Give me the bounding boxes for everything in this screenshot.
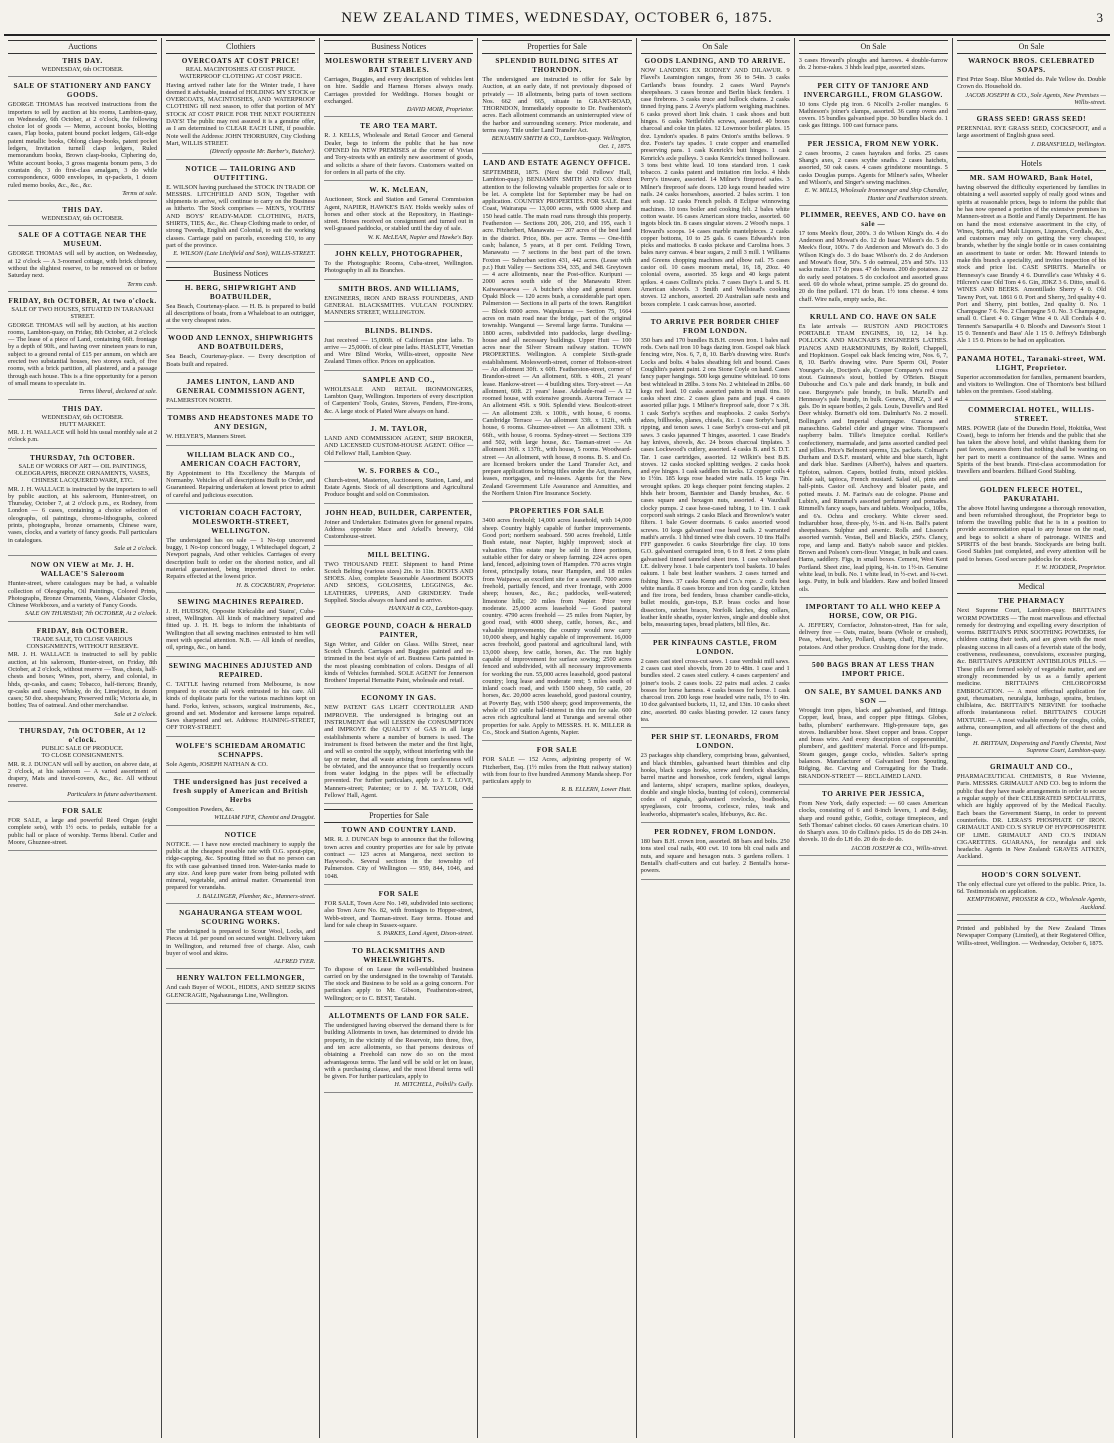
- advertisement: [799, 661, 948, 683]
- ad-subheading: WEDNESDAY, 6th OCTOBER.: [41, 413, 124, 421]
- ad-body: Next Supreme Court, Lambton-quay. BRITTAIN'S WORM POWDERS — The most marvellous and effectual remedy for destroying and expelling every description of worms. BRITTAIN'S PINK SOOTHING POWDERS, for children cutting their teeth, and are given with the most pleasing success in all cases of a feverish state of the body, costiveness, restlessness, convulsions, excessive purging, &c. BRITTAIN'S APERIENT ANTIBILIOUS PILLS. — These pills are formed solely of vegetable matter, and are strongly recommended by us as a family aperient medicine. BRITTAIN'S CHLOROFORM EMBROCATION. — A most effectual application for gout, rheumatism, neuralgia, lumbago, sprains, bruises, chilblains, &c. BRITTAIN'S NERVINE for toothache affords instantaneous relief. BRITTAIN'S COUGH MIXTURE. — A most valuable remedy for coughs, colds, asthma, consumption, and all affections of the chest and lungs.: [956, 607, 1106, 739]
- ad-heading: SEWING MACHINES REPAIRED.: [177, 597, 304, 606]
- ad-body: J. H. HUDSON, Opposite Kirkcaldie and Stains', Cuba-street, Wellington. All kinds of machinery repaired and fitted up. J. H. H. begs to inform the inhabitants of Wellington that all sewing machines entrusted to him will meet with special attention. N.B. — All kinds of needles, oil, springs, &c., on hand.: [166, 607, 316, 652]
- ad-body: NEW PATENT GAS LIGHT CONTROLLER AND IMPROVER. The undersigned is bringing out an INSTRUMENT that will LESSEN the CONSUMPTION and IMPROVE the QUALITY of GAS in all large establishments where a number of burners is used. The instrument is fixed between the meter and the first light, and will so control the supply, without interfering with the tap or meter, that all waste arising from carelessness will be obviated, and the annoyance that so frequently occurs from water lodging in the pipes will be effectually prevented. For further particulars, apply to J. T. LOVE, Manners-street; Patentee; or to J. M. TAYLOR, Odd Fellows' Hall, Agent.: [324, 704, 474, 799]
- ad-body: The undersigned having observed the demand there is for building Allotments in town, has determined to divide his property, in the vicinity of the Reservoir, into three, five, and ten acre allotments, so that persons desirous of obtaining a Freehold can now do so on the most advantageous terms. The land will be sold or let on lease, with a purchasing clause, and the most liberal terms will be given. For further particulars, apply to: [324, 1022, 474, 1081]
- ad-body: MR. J. H. WALLACE will hold his usual monthly sale at 2 o'clock p.m.: [8, 429, 158, 444]
- ad-body: And cash Buyer of WOOL, HIDES, AND SHEEP SKINS GLENCRAGIE, Ngahauranga Line, Wellington.: [166, 984, 316, 999]
- ad-heading: MOLESWORTH STREET LIVERY AND BAIT STABLES.: [325, 57, 473, 74]
- advertisement: [957, 763, 1106, 866]
- ad-body: GEORGE THOMAS will sell by auction, at his auction rooms, Lambton-quay, on Friday, 8th October, at 2 o'clock — The lease of a piece of Land, containing 66ft. frontage by a depth of 90ft., and having over nineteen years to run, subject to a ground rental of £15 per annum, on which are erected two substantial houses, two storeys each, of five rooms, with a brick partition, all plastered, and a passage through each house. This is a fine opportunity for a person of small means to speculate in.: [8, 321, 158, 387]
- advertisement: [799, 211, 948, 308]
- ad-body: A. JEFFERY, Cornfactor, Johnston-street, Has for sale, delivery free — Oats, maize, beans (Whole or crushed), Peas, wheat, barley, Pollard, sharps, chaff, Hay, straw, potatoes. And other produce. Crushing done for the trade.: [798, 621, 948, 651]
- ad-body: The undersigned is prepared to Scour Wool, Locks, and Pieces at 1d. per pound on secured weight. Delivery taken in Wellington, and returned free of charge. Also, cash buyer of wool and skins.: [166, 928, 316, 957]
- ad-body: Superior accommodation for families, permanent boarders, and visitors to Wellington. One of Thornton's best billiard tables on the premises. Good stabling.: [956, 373, 1106, 396]
- ad-body: The above Hotel having undergone a thorough renovation, and been refurnished throughout, the Proprietor begs to inform the travelling public that he is in a position to provide accommodation equal to any house on the road, and begs to solicit a share of patronage. WINES and SPIRITS of the best brands. Stockyards are being built. Good Stables just completed, and every attention will be paid to horses. Good secure paddocks for stock.: [956, 504, 1106, 563]
- section-heading: Business Notices: [324, 40, 473, 54]
- advertisement: [799, 688, 948, 785]
- ad-heading: GEORGE POUND, COACH & HERALD PAINTER,: [325, 621, 473, 639]
- ad-body: R. J. KELLS, Wholesale and Retail Grocer and General Dealer, begs to inform the public that he has now OPENED his NEW PREMISES at the corner of Vivian and Tory-streets with an entirely new assortment of goods, and solicits a share of their favors. Customers waited on for orders in all parts of the city.: [324, 132, 474, 176]
- ad-heading: THURSDAY, 7th OCTOBER, At 12 o'clock.: [19, 727, 146, 744]
- ad-body: Joiner and Undertaker. Estimates given for general repairs. Address opposite Mace and Arkell's brewery, Old Customhouse-street.: [324, 518, 474, 541]
- advertisement: [166, 451, 315, 504]
- advertisement: [957, 57, 1106, 110]
- ad-heading: FOR SALE: [62, 807, 103, 816]
- ad-heading: TO ARRIVE PER BORDER CHIEF FROM LONDON.: [650, 317, 780, 335]
- advertisement: [324, 376, 473, 420]
- advertisement: [324, 509, 473, 546]
- advertisement: [324, 622, 473, 690]
- advertisement: [324, 57, 473, 117]
- ad-signature: H. MITCHELL, Polhill's Gully.: [394, 1081, 474, 1089]
- ad-body: Sea Beach, Courtenay-place. — Every description of Boats built and repaired.: [166, 353, 316, 368]
- ad-heading: THIS DAY.: [62, 404, 103, 413]
- ad-heading: NGAHAURANGA STEAM WOOL SCOURING WORKS.: [179, 909, 303, 926]
- ad-heading: NOTICE: [224, 830, 257, 839]
- advertisement: [8, 297, 157, 400]
- ad-body: 2 cases cast steel cross-cut saws. 1 case verdiski mill saws. 2 cases cast steel shovels, from 20 to 48in. 1 case and 1 bundles steel. 2 cases steel cutlery. 4 cases carpenters' and joiner's tools. 2 cases tools. 22 pairs mail axles. 2 casks bosses for horse harness. 4 casks bosses for horse. 1 cask charcoal iron. 200 kegs rose headed wire nails, 1½ to 4in. 10 doz galvanised buckets, 11, 12, and 13in. 10 casks sheet zinc, assorted. 80 casks blasting powder. 12 cases fancy tea.: [640, 657, 790, 724]
- advertisement: [957, 597, 1106, 758]
- ad-body: The only effectual cure yet offered to the public. Price, 1s. 6d. Testimonials on application.: [956, 880, 1106, 896]
- ad-body: Just received — 15,000ft. of Californian pine laths. To arrive — 25,000ft. of clear pine laths. HASLETT, Venetian and Wire Blind Works, Willis-street, opposite New Zealand Times office. Prices on application.: [324, 336, 474, 366]
- advertisement: [8, 727, 157, 802]
- ad-subheading: SALE OF TWO HOUSES, SITUATED IN TARANAKI STREET.: [11, 305, 154, 321]
- ad-body: 17 tons Meek's flour, 200's. 3 do Wilson King's do. 4 do Anderson and Mowat's do. 12 do Isaac Wilson's do. 5 do Meek's flour, 100's. 7 do Anderson and Mowat's do. 3 do Wilson King's do. 3 do Isaac Wilson's do. 2 do Anderson and Mowat's flour, 50's. 5 do oatmeal, 25's and 50's. 113 sacks maize. 117 do peas. 47 do beans. 200 do potatoes. 22 do early seed potatoes. 5 do cocksfoot and assorted grass seed. 69 do whole wheat, prime sample. 25 do ground do. 20 do fine pollard. 171 do bran. 1½ tons cheese. 4 tons chaff. Wire nails, empty sacks, &c.: [798, 229, 948, 303]
- ad-signature: J. BALLINGER, Plumber, &c., Manners-street.: [196, 892, 316, 900]
- ad-body: NOW LANDING EX RODNEY AND DILAWUR. 9 Flavel's Leamington ranges, from 36 to 54in. 3 casks Cartland's brass foundry. 2 cases Ward Payne's sheepshears. 3 cases bronze and Berlin black fenders. 1 case firebrons. 3 casks truce and bullock chains. 2 casks tinned frying pans. 2 Avery's platform weighing machines. 6 casks proved short link chain. 1 cask shoes and butt hinges. 6 casks Nettlefold's screws, assorted. 40 boxes charcoal and coke tin plates. 12 Lowmoor boiler plates. 15 doz. Lyndon's spades. 8 pairs Onion's smiths bellows. 9 doz. Foster's tay spades. 1 crate copper and enamelled preserving pans. 1 cask Kenrick's butt hinges. 1 cask Kenrick's axle pulleys. 3 casks Kenrick's tinned holloware. 3 tons best white lead. 10 tons standard iron. 1 cask tobacco. 2 casks patent and imitation rim locks. 4 hhds Perry's tinware, assorted. 14 Milner's fireproof safes. 3 Milner's fireproof safe doors. 120 kegs round headed wire nails. 24 casks horseshoes, assorted. 2 bales scrim. 1 ton soft soap. 12 casks French polish. 8 Eclipse winnowing machines. 10 tons boiler and cooking felt. 2 bales white cotton waste. 16 cases American store tracks, assorted. 60 ingots block tin. 8 cases singular stoves. 2 Wood's rasps. 1 Howard's scoops. 14 cases marble mantelpieces. 2 casks copper bottoms, 10 to 25 gals. 6 cases Edwards's iron picks and mattocks. 8 casks pickaxe and Carolina hoes. 3 bales navy canvas. 4 bear sugars, 2 mill 3 mill. 1 Williams and Greens chopping machines and elbow rail. 75 cases castor oil. 10 cases mooram metal, 16, 18, 20oz. 40 colonial ovens, assorted. 35 kegs and 40 kegs patent spikes. 4 cases Collins's picks. 7 cases Day's L and S. H. American shovels. 3 Smith and Wellstead's cooking stoves. 12 anchors, assorted. 20 Australian safe nests and boxes complete. 1 cask canvas hose, assorted.: [640, 67, 790, 308]
- ad-body: W. HELYER'S, Manners Street.: [166, 433, 247, 441]
- column-4: [478, 38, 636, 1438]
- ad-heading: THE undersigned has just received a fresh supply of American and British Herbs: [173, 778, 309, 805]
- masthead-title: NEW ZEALAND TIMES, WEDNESDAY, OCTOBER 6, 1875.: [341, 10, 773, 26]
- advertisement: [324, 250, 473, 280]
- section-heading: Business Notices: [166, 267, 315, 281]
- advertisement: [641, 828, 790, 879]
- section-heading: Properties for Sale: [482, 40, 631, 54]
- ad-signature: H. B. COCKBURN, Proprietor.: [236, 581, 316, 589]
- section-heading: On Sale: [957, 40, 1106, 54]
- advertisement: [8, 627, 157, 722]
- masthead-rule: [4, 34, 1110, 36]
- advertisement: [957, 115, 1106, 152]
- ad-body: 23 packages ship chandlery, comprising brass, galvanised, and black thimbles, galvanised heart thimbles and clip hooks, black cargo hooks, screw and forelock shackles, barrel marine and horseshoe, cork fenders, signal lamps and lanterns, ships' scrapers, marline spikes, deadeyes, double and single blocks, bunting (of colors), commercial codes of signals, galvanised rowlocks, boathooks, spyeglasses, coir brooms, corlesce, rules, teak and leadworks, shipmaster's scales, lifebuoys, &c. &c.: [640, 752, 790, 818]
- ad-body: FOR SALE — 152 Acres, adjoining property of W. Fitzherbert, Esq. (1½ miles from the Hutt railway station) with from four to five hundred Ammony Manda sheep. For particulars apply to: [482, 756, 632, 786]
- ad-body: ENGINEERS, IRON AND BRASS FOUNDERS, AND GENERAL BLACKSMITHS. VULCAN FOUNDRY. MANNERS STREET, WELLINGTON.: [324, 294, 474, 317]
- ad-signature: E. W. MILLS, Wholesale Ironmonger and Ship Chandler, Hunter and Featherston streets.: [804, 187, 948, 202]
- ad-heading: GOODS LANDING, AND TO ARRIVE.: [644, 57, 786, 65]
- ad-subheading: TO CLOSE CONSIGNMENTS.: [41, 752, 124, 760]
- advertisement: [641, 57, 790, 313]
- ad-heading: SMITH BROS. AND WILLIAMS,: [338, 284, 460, 293]
- advertisement: [482, 507, 631, 741]
- ad-body: The undersigned are instructed to offer for Sale by Auction, at an early date, if not previously disposed of privately — 18 allotments, being parts of town sections Nos. 662 and 665, situate in GRANT-ROAD, THORNDON, Immediately opposite to Dr. Featherston's acres. Each allotment commands an uninterrupted view of the harbor and surrounding scenery. Price moderate, and terms easy. Title under Land Transfer Act.: [482, 76, 632, 135]
- ad-heading: MR. SAM HOWARD, Bank Hotel,: [969, 174, 1093, 183]
- ad-body: TWO THOUSAND FEET. Shipment to hand Prime Scotch Belting (various sizes) 2in. to 11in. BOOTS AND SHOES. Also, complete Seasonable Assortment BOOTS AND SHOES, GOLOSHES, LEGGINGS, &c. LEATHERS, UPPERS, AND GRINDERY. Trade Supplied. Stocks always on hand and to arrive.: [324, 560, 474, 605]
- advertisement: [324, 694, 473, 804]
- advertisement: [482, 746, 631, 797]
- ad-body: PALMERSTON NORTH.: [166, 397, 232, 405]
- advertisement: [324, 186, 473, 245]
- ad-body: Sign Writer, and Gilder on Glass. Willis Street, near Scotch Church. Carriages and Buggies painted and re-trimmed in the best style of art. Business Carts painted in the most pleasing combination of colors. Designs of all kinds of Vehicles furnished. SOLE AGENT for Jennerson Brothers' Imperial Hematite Paint, wholesale and retail.: [324, 640, 474, 685]
- ad-body: 3 cases Howard's ploughs and harrows. 4 double-furrow do. 2 horse-rakes. 3 hhds lead pipe, assorted sizes.: [798, 57, 948, 72]
- newspaper-columns: [4, 38, 1110, 1438]
- advertisement: [8, 454, 157, 557]
- advertisement: [8, 405, 157, 449]
- ad-body: Wrought iron pipes, black and galvanised, and fittings. Copper, lead, brass, and copper pipe fittings. Globes, baths, plumbers' earthenware. High-pressure taps, gas stoves. Indiarubber hose. Sheet copper and brass. Copper and brass wire. And every description of coppersmiths', plumbers', and gasfitters' material. Force and lift-pumps. Steam gauges, gauge cocks, whistles. Salter's spring balances. Manufacturer of Galvanised Iron Spouting, Ridging, &c. Carving and Corrugating for the Trade. BRANDON-STREET — RECLAIMED LAND.: [798, 707, 948, 780]
- ad-body: Hunter-street, where catalogues may be had, a valuable collection of Oleographs, Oil Paintings, Colored Prints, Photographs, Bronze Ornaments, Vases, Alabaster Clocks, Chinese Workboxes, and a variety of Fancy Goods.: [8, 580, 158, 610]
- ad-heading: VICTORIAN COACH FACTORY, MOLESWORTH-STREET, WELLINGTON.: [179, 508, 302, 535]
- ad-heading: JOHN KELLY, PHOTOGRAPHER,: [334, 250, 463, 259]
- ad-signature: SALE ON THURSDAY, 7th OCTOBER, At 2 o'clock.: [25, 610, 158, 618]
- ad-body: GEORGE THOMAS has received instructions from the importers to sell by auction at his rooms, Lambton-quay, on Wednesday, 6th October, at 2 o'clock, the following choice lot of goods — Memo, account books, blotting cases, Flap books, patent bound pocket ledgers, Gilt-edge patent metallic books, Oblong clasp-books, patent pocket ledgers, Invitation turnell clasp ledgers, Ruled memorandum books, Brown clasp-books, Ciphering do, White account books, 3 gross magenta bonum pens, 3 do countain do, 3 do first-class amalgam, 3 do while correspondence, 6000 envelopes, in qr-packets, 1 dozen ruled memo books, &c., &c., &c.: [8, 101, 158, 189]
- ad-subheading: SALE OF WORKS OF ART — OIL PAINTINGS, OLEOGRAPHS, BRONZE ORNAMENTS, VASES, CHINESE LACQUERED WARE, ETC.: [15, 462, 150, 485]
- advertisement: [799, 313, 948, 598]
- ad-body: C. TATTLE having returned from Melbourne, is now prepared to execute all work entrusted to his care. All kinds of duplicate parts for the various machines kept on hand. Forks, knives, scissors, surgical instruments, &c., ground and set. Moderator and kerosene lamps repaired. Saws sharpened and set. Address: HAINING-STREET, OFF TORY-STREET.: [166, 680, 316, 732]
- ad-heading: BLINDS. BLINDS.: [364, 326, 433, 335]
- ad-body: GEORGE THOMAS will sell by auction, on Wednesday, at 12 o'clock — A 3-roomed cottage, with brick chimney, without the slightest reserve, to be removed on or before Saturday next.: [8, 250, 158, 280]
- advertisement: [166, 909, 315, 969]
- ad-heading: HENRY WALTON FELLMONGER,: [176, 974, 305, 983]
- page-number: 3: [1096, 10, 1104, 25]
- advertisement: [324, 826, 473, 885]
- ad-subheading: PUBLIC SALE OF PRODUCE.: [41, 745, 124, 752]
- ad-heading: ECONOMY IN GAS.: [361, 694, 437, 703]
- column-1: [4, 38, 162, 1438]
- ad-body: Carriages, Buggies, and every description of vehicles lent on hire. Saddle and Harness Horses always ready. Carriages provided for Weddings. Horses bought or exchanged.: [324, 76, 474, 105]
- ad-body: PERENNIAL RYE GRASS SEED, COCKSFOOT, and a large assortment of English grass seed.: [956, 125, 1106, 140]
- ad-body: 2 cases brooms, 2 cases hayrakes and forks. 25 cases Shang's axes, 2 cases scythe snaths. 2 cases hatchets, assorted, 50 oak cases. 4 cases grindstone mountings. 5 casks Douglas pumps. Agents for Milner's safes, Wheeler and Wilson's, and Singer's sewing machines.: [798, 149, 948, 186]
- section-heading: Medical: [957, 580, 1106, 594]
- section-heading: Clothiers: [166, 40, 315, 54]
- advertisement: [166, 414, 315, 445]
- ad-signature: R. B. ELLERN, Lower Hutt.: [561, 786, 632, 794]
- advertisement: [957, 406, 1106, 481]
- ad-heading: 500 BAGS BRAN AT LESS THAN IMPORT PRICE.: [812, 661, 935, 678]
- ad-heading: PER SHIP ST. LEONARDS, FROM LONDON.: [651, 733, 780, 751]
- ad-heading: WARNOCK BROS. CELEBRATED SOAPS.: [968, 57, 1095, 74]
- ad-body: The undersigned has on sale — 1 No-top uncovered buggy, 1 No-top concord buggy, 1 Whitechapel dogcart, 2 Newport pagnals, And other vehicles. Carriages of every description built to order on the shortest notice, and all material guaranteed, being imported direct to order. Repairs effected at the lowest price.: [166, 536, 316, 581]
- column-2: [162, 38, 320, 1438]
- ad-subheading: WEDNESDAY, 6th OCTOBER.: [41, 66, 124, 73]
- ad-body: 10 tons Clyde pig iron. 6 Nicoll's 2-roller mangles. 6 Mathieson's joiner's clamps, assorted. 36 camp ovens and covers. 15 bundles galvanised pipe. 30 bundles black do. 1 cask gas fittings. 100 cast furnace pans.: [798, 100, 948, 130]
- ad-subheading: WATERPROOF CLOTHING AT COST PRICE.: [179, 73, 302, 81]
- ad-heading: PROPERTIES FOR SALE: [509, 507, 605, 516]
- divider: [957, 920, 1106, 921]
- ad-heading: TE ARO TEA MART.: [360, 122, 438, 131]
- advertisement: [166, 742, 315, 773]
- ad-body: By Appointment to His Excellency the Marquis of Normanby. Vehicles of all descriptions Built to Order, and Guaranteed. Repairing undertaken at lowest price to admit of careful and judicious execution.: [166, 469, 316, 499]
- advertisement: [799, 82, 948, 135]
- column-6: [795, 38, 953, 1438]
- advertisement: [166, 778, 315, 826]
- ad-heading: FOR SALE: [536, 746, 578, 755]
- ad-heading: NOTICE — TAILORING AND OUTFITTING.: [185, 164, 296, 182]
- advertisement: [166, 165, 315, 262]
- ad-body: Having arrived rather late for the Winter trade, I have deemed it advisable, instead of HOLDING MY STOCK or OVERCOATS, MACINTOSHES, AND WATERPROOF CLOTHING till next season, to offer that portion of MY STOCK AT COST PRICE FOR THE NEXT FOURTEEN DAYS! The public may rest assured it is a genuine offer, as I am determined to CLEAR EACH LINE, if possible. Note well the Address: JOHN THORBURN, City Clothing Mart, WILLIS STREET.: [166, 81, 316, 147]
- ad-heading: KRULL AND CO. HAVE ON SALE: [809, 312, 937, 321]
- advertisement: [799, 57, 948, 77]
- ad-heading: FRIDAY, 8th OCTOBER.: [36, 626, 129, 635]
- ad-body: Sole Agents, JOSEPH NATHAN & CO.: [166, 760, 268, 768]
- advertisement: [482, 57, 631, 154]
- ad-heading: GRASS SEED! GRASS SEED!: [976, 115, 1087, 124]
- advertisement: [957, 355, 1106, 401]
- advertisement: [166, 974, 315, 1004]
- advertisement: [324, 122, 473, 181]
- advertisement: [324, 551, 473, 617]
- ad-signature: E. WILSON (Late Litchfield and Son), WILLIS-STREET.: [173, 250, 316, 258]
- ad-heading: THIS DAY.: [62, 57, 103, 65]
- ad-heading: COMMERCIAL HOTEL, WILLIS-STREET.: [968, 405, 1095, 423]
- ad-signature: Terms liberal, declared at sale.: [78, 388, 158, 396]
- ad-heading: NOW ON VIEW at Mr. J. H. WALLACE'S Saleroom: [30, 561, 135, 579]
- column-5: [637, 38, 795, 1438]
- ad-heading: SALE OF STATIONERY AND FANCY GOODS.: [13, 82, 152, 100]
- ad-heading: SPLENDID BUILDING SITES AT THORNDON.: [495, 57, 619, 74]
- ad-heading: SALE OF A COTTAGE NEAR THE MUSEUM.: [18, 231, 147, 249]
- ad-body: E. WILSON having purchased the STOCK IN TRADE OF MESSRS. LITCHFIELD AND SON, Together with shipments to arrive, will continue to carry on the Business as hitherto. The Stock comprises — MEN'S, YOUTHS' AND BOYS' READY-MADE CLOTHING, HATS, SHIRTS, TIES, &c., &c. Cheap Clothing made to order, of strong Tweeds, English and Colonial, to suit the working classes. Carriage paid on parcels, exceeding £10, to any part of the province.: [166, 183, 316, 249]
- section-heading: Auctions: [8, 40, 157, 54]
- ad-heading: JAMES LINTON, LAND AND GENERAL COMMISSION AGENT,: [176, 378, 306, 396]
- section-heading: On Sale: [799, 40, 948, 54]
- ad-subheading: TRADE SALE, TO CLOSE VARIOUS CONSIGNMENTS, WITHOUT RESERVE.: [26, 635, 139, 651]
- advertisement: [324, 467, 473, 504]
- advertisement: [8, 561, 157, 621]
- ad-signature: KEMPTHORNE, PROSSER & CO., Wholesale Agents, Auckland.: [967, 896, 1106, 911]
- ad-body: MRS. POWER (late of the Dunedin Hotel, Hokitika, West Coast), begs to inform her friends and the public that she has taken the above hotel, and whilst thanking them for past favors, assures them that nothing shall be wanting on her part to merit a continuance of the same. Wines and Spirits of the best brands. First-class accommodation for travellers and boarders. Billiard Good Stabling.: [956, 424, 1106, 476]
- ad-body: 350 bars and 170 bundles B.B.H. crown iron. 1 bales nail rods. Cwts nail iron 10 bags dazing iron. Gospel oak black fencing wire, Nos. 6, 7, 8, 10. Barb's drawing wire. Rust's Locks and bolts. 4 bales sheathing felt and bound. Cases Coughlin's patent paint. 2 ons Stone Coyle on hand. Cases fancy paper hangings. 500 kegs genuine whitelead. 10 tons best whitelead in 28lbs. 3 tons No. 2 whitelead in 28lbs. 60 kegs red lead. 10 casks assorted paints in small tins. 10 casks sheet zinc. 2 cases glass pans and jugs. 4 cases assorted pillar jugs. 1 Milner's fireproof safe, door 7 x 3ft. 1 cask Sorby's scythes and reapbooks. 2 casks Sorby's adzes, billhooks, planes, chisels, &c. 1 case Sorby's hand, ripping, and tenon saws. 1 case Sorby's cross-cut and pit saws. 3 casks japanned T hinges, assorted. 1 case Brade's hay knives, shovels, &c. 24 boxes charcoal tinplates. 3 cases Lockwood's cutlery, assorted. 4 casks B. and S. D.T. Tar. 1 case cartridges, assorted. 12 Wilkin's best B.B. stoves. 12 casks stocked splitting wedges. 2 casks hook and eye hinges. 1 cask saddlers tin tacks. 12 copper coils 4 to 1½in. 185 kegs rose headed wire nails. 15 kegs 7in. wrought spikes. 20 kegs chequer point fencing staples. 2 hhds heir broom, Bannister and Dandy brushes, &c. 6 cases square and hexagon nuts, assorted. 4 Vauxhall clocky pumps. 2 case hose-cased tubing, 1 to 1in. 1 cask corpcord sash strings. 2 casks Black and Brownlow's water filters. 1 bale Gower doormats. 6 casks assorted wood screws. 10 kegs galvanised rose head nails. 2 warranted mathi's anvils. 1 hhd tinned wire dish covers. 10 tins Hall's FFF gunpowder. 6 casks Stourbridge fire clay. 10 tons G.O. galvanised corrugated iron, 6 to 8 feet. 2 tons plain galvanised tinned tanneled sheet iron. 1 case voltaneised I.E. delivery hose. 1 bale carpenter's tool baskets. 10 bales oakum. 1 bale best leather washers. 2 cases turned and fishing lines. 37 casks Kemp and Co.'s rope. 2 coils best white manila. 8 cases bronze and iron dog candle, kitchen and fire irons, bed fenders, brass chamber candle-sticks, bullet moulds, gun-tops, B.P. brass cocks and hose dissectors, ratchet braces, Norfolk latches, dog collars, leather knife sheaths, oyster knives, single and double shot belts, measuring tapes, bread platters, bill files, &c.: [640, 336, 790, 629]
- advertisement: [166, 831, 315, 904]
- ad-heading: TO BLACKSMITHS AND WHEELWRIGHTS.: [352, 946, 446, 964]
- ad-heading: OVERCOATS AT COST PRICE!: [181, 57, 300, 65]
- advertisement: [957, 486, 1106, 576]
- ad-signature: JACOB JOSEPH & CO., Willis-street.: [851, 844, 948, 852]
- advertisement: [641, 639, 790, 729]
- ad-body: 180 bars B.H. crown iron, assorted. 88 bars and bolts. 250 tons steel coal nails, 400 cwt. 10 tons blt coal nails and nuts, and square and hexagon nuts. 3 gardens rollers. 1 Bentall's chaff-cutters and cut barley. 2 Bentall's horse-powers.: [640, 838, 790, 875]
- ad-body: 3400 acres freehold; 14,000 acres leasehold, with 14,000 sheep. Country highly capable of further improvements. Good port; northern seaboard. 590 acres freehold, Little Bush estate, near Napier, highly improved; stock at valuation. This estate may be sold in three portions, suitable either for dairy or sheep farming. 224 acres open land, fenced, adjoining town of Hampden. 770 acres virgin forest, principally totara, near Hampden, and 18 miles from Waipawa; an excellent site for a sawmill. 7000 acres freehold, partially fenced, and river frontage, with 2000 sheep; houses, &c., &c.; paddocks, well-watered; limestone hills; 20 miles from Napier. Price very moderate. 25,000 acres leasehold — Good pastoral country. 4790 acres freehold — 25 miles from Napier, by good road, with 4000 sheep, cattle, horses, &c., and valuable improvements; the country would now carry 10,000 sheep, and highly capable of improvement. 16,000 acres freehold, good pastoral and agricultural land, with 13,000 sheep, few cattle, horses, &c. The run highly capable of improvement for surface sowing; 2500 acres fenced and subdivided, with all necessary improvements for working the run. 55,000 acres leasehold, good pastoral country; long lease and moderate rent; 5 miles south of inland coach road, and with 1500 sheep, 50 cattle, 20 horses, &c. 20,000 acres leasehold, good pastoral country, at Poverty Bay, with 1500 sheep; good improvements, the whole of 150 cattle half-interest in this run for sale. 600 acres rich agricultural land at Turanga and several other properties for sale. Apply to MESSRS. H. K. MILLER & Co., Stock and Station Agents, Napier.: [482, 517, 632, 736]
- ad-signature: Particulars in future advertisement.: [67, 790, 158, 798]
- ad-body: SEPTEMBER, 1875. (Next the Odd Fellows' Hall, Lambton-quay.) BENJAMIN SMITH AND CO. direct attention to the following valuable properties for sale or to be let. A complete list for September may be had on application. COUNTRY PROPERTIES. FOR SALE. East Coast, Wairarapa — 13,000 acres, with 6000 sheep and 150 head cattle. The main road runs through this property. Featherston — Sections 200, 206, 210, and 195, each 1 acre. Fitzherbert, Manawatu — 207 acres of the best land in the district. Price, 80s. per acre. Terms — One-fifth cash; balance, 5 years, at 8 per cent. Feilding Town, Manawatu — 7 sections in the best part of the town. Foxton — Suburban section 431, 442 acres. (Lease with p.r.) Hutt Valley — Sections 334, 335, and 348. Greytown — 4 acre allotments, near the Post-office. Kuripuni — 2000 acres south side of the Manawatu River. Kaiwaewaewa — A butcher's shop and general store. Opaki Block — 120 acres bush, a considerable part open. Palmerston — Sections in all parts of the town. Rangitikei — Block 6000 acres. Waipukurau — Section 75, 1664 acres on main road near the bridge, part of the original township. Wanganui — Several large farms. Turakina — 1800 acres, subdivided into paddocks, large dwelling-house and all necessary buildings. Upper Hutt — 100 acres near the Silver Stream railway station. TOWN PROPERTIES. Wellington. A complete Sixth-grade establishment. Molesworth-street, corner of Hobson-street — An allotment 30ft. x 60ft. Featherston-street, corner of Brandon-street — An allotment, 60ft. x 40ft., 21 years' lease. Hankow-street — 4 building sites. Tory-street — An allotment, 60ft. 21 years' lease. Adelaide-road — A 12 roomed house, with extensive grounds. Aurora Terrace — An allotment 45ft. x 90ft. Splendid view. Boulcott-street — An allotment 23ft. x 100ft., with house, 6 rooms. Cambridge Terrace — An allotment 33ft. x 112ft., with house, 6 rooms. Ghuznee-street — An allotment 33ft. x 66ft., with house, 6 rooms. Sydney-street — Sections 339 and 502, with large house, &c. Tasman-street — An allotment 36ft. x 137ft., with house, 5 rooms. Woodward-street — An allotment, with house, 8 rooms. B. S. and Co. are licensed brokers under the Land Transfer Act, and prepare applications to bring titles under the Act, transfers, leases, mortgages, and re-leases. Agents for the New Zealand Government Life Assurance and Annuities, and the Northern Union Fire Insurance Society.: [482, 168, 632, 498]
- ad-heading: W. K. McLEAN,: [369, 186, 429, 195]
- column-7: [953, 38, 1110, 1438]
- imprint-text: Printed and published by the New Zealand Times Newspaper Company (Limited), at their Registered Office, Willis-street, Wellington. — Wednesday, October 6, 1875.: [956, 924, 1106, 947]
- advertisement: [482, 159, 631, 502]
- ad-signature: H. BRITTAIN, Dispensing and Family Chemist, Next Supreme Court, Lambton-quay.: [973, 739, 1106, 754]
- column-3: [320, 38, 478, 1438]
- ad-signature: Sale at 2 o'clock.: [114, 544, 158, 552]
- advertisement: [166, 378, 315, 409]
- ad-heading: TOWN AND COUNTRY LAND.: [341, 826, 457, 835]
- advertisement: [8, 57, 157, 77]
- ad-body: LAND AND COMMISSION AGENT, SHIP BROKER, AND LICENSED CUSTOM-HOUSE AGENT. Office — Old Fellows' Hall, Lambton Quay.: [324, 434, 474, 457]
- advertisement: [166, 662, 315, 737]
- advertisement: [799, 603, 948, 656]
- advertisement: [166, 57, 315, 160]
- advertisement: [8, 206, 157, 226]
- ad-signature: DAVID MOIR, Proprietor.: [406, 106, 474, 114]
- ad-signature: S. PARKES, Land Agent, Dixon-street.: [376, 930, 474, 938]
- ad-body: MR. J. H. WALLACE is instructed to sell by public auction, at his saleroom, Hunter-street, on Friday, 8th October, at 2 o'clock, without reserve — Teas, chests, half-chests and boxes; Wines, port, sherry, and colonial, in hhds, qr-casks, and cases; Tobacco, half-tierces; Brandy, qr-casks and cases; Whisky, do do; Limejuice, in dozen cases; 50 doz. sheepshears; Preserved milk; Victoria ale, in bottles; Tea of oatmeal. And other merchandise.: [8, 651, 158, 710]
- ad-body: MR. R. J. DUNCAN begs to announce that the following town acres and country properties are for sale by private contract — 123 acres at Mangaroa, next section to Haywood's. Several sections in the township of Palmerston. City of Wellington — 959, 844, 1046, and 1048.: [324, 836, 474, 880]
- advertisement: [166, 509, 315, 593]
- advertisement: [8, 807, 157, 851]
- ad-heading: WOLFE'S SCHIEDAM AROMATIC SCHNAPPS.: [175, 741, 307, 759]
- ad-body: First Prize Soap. Blue Mottled do. Pale Yellow do. Double Crown do. Household do.: [956, 76, 1106, 91]
- ad-body: MR. J. H. WALLACE is instructed by the importers to sell by public auction, at his saleroom, Hunter-street, on Thursday, October 7, at 2 o'clock p.m., ex Rodney, from London — 6 cases, containing a choice selection of oleographs, oil paintings, chromo-lithographs, colored prints, photographs, bronze ornaments, Chinese ware, vases, clocks, and a variety of fancy goods. Full particulars in catalogues.: [8, 485, 158, 544]
- advertisement: [166, 284, 315, 330]
- ad-heading: TO ARRIVE PER JESSICA,: [822, 789, 925, 798]
- ad-body: From New York, daily expected: — 60 cases American clocks, consisting of 6 and 8-inch levers, 1 and 8-day, sharp and round gothic, Gothic, cottage timepieces, and Seth Thomas' cabinet clocks. 60 cases American chairs. 10 do Sharp's axes. 10 do Collins's picks. 15 do do DB 24-in. shovels. 10 do do LH do. 20 do do do do.: [798, 799, 948, 844]
- ad-heading: GRIMAULT AND CO.,: [989, 763, 1073, 772]
- advertisement: [324, 285, 473, 322]
- ad-body: Church-street, Masterton, Auctioneers, Station, Land, and Estate Agents. Stock of all descriptions and Agricultural Produce bought and sold on Commission.: [324, 476, 474, 499]
- ad-body: To the Photographic Rooms, Cuba-street, Wellington. Photography in all its Branches.: [324, 260, 474, 275]
- ad-heading: W. S. FORBES & CO.,: [357, 466, 440, 475]
- ad-subheading: WEDNESDAY, 6th OCTOBER.: [41, 215, 124, 223]
- ad-body: Auctioneer, Stock and Station and General Commission Agent, NAPIER, HAWKE'S BAY. Holds weekly sales of horses and other stock at the Repository, in Hastings-street. Horses received on consignment and turned out in well-grassed paddocks, or stabled until the day of sale.: [324, 196, 474, 233]
- ad-signature: (Directly opposite Mr. Barber's, Butcher).: [209, 148, 316, 156]
- ad-signature: Sale at 2 o'clock.: [114, 710, 158, 718]
- ad-body: PHARMACEUTICAL CHEMISTS, 8 Rue Vivienne, Paris. MESSRS. GRIMAULT AND CO. beg to inform the public that they have made arrangements in order to secure a regular supply of their CELEBRATED SPECIALITIES, which are highly approved of by the Medical Faculty. Each bears the Government Stamp, in order to prevent counterfeits. DR. LERAS'S PHOSPHATE OF IRON. GRIMAULT AND CO.'S SYRUP OF HYPOPHOSPHITE OF LIME. GRIMAULT AND CO.'S INDIAN CIGARETTES. GUARANA, for neuralgia and sick headache. Agents in New Zealand: GRAVES AITKEN, Auckland.: [956, 773, 1106, 861]
- ad-heading: HOOD'S CORN SOLVENT.: [981, 870, 1082, 879]
- ad-signature: WILLIAM FIFE, Chemist and Druggist.: [214, 814, 316, 822]
- ad-heading: J. M. TAYLOR,: [370, 424, 428, 433]
- advertisement: [641, 318, 790, 634]
- ad-signature: HANNAH & CO., Lambton-quay.: [388, 605, 474, 613]
- ad-heading: PLIMMER, REEVES, AND CO. have on sale —: [800, 210, 947, 228]
- advertisement: [8, 82, 157, 201]
- ad-body: WHOLESALE AND RETAIL IRONMONGERS, Lambton Quay, Wellington. Importers of every description of Carpenters' Tools, Grates, Stoves, Fenders, Fire-irons, &c. A large stock of Plated Ware always on hand.: [324, 385, 474, 415]
- ad-signature: Terms at sale.: [122, 189, 158, 197]
- ad-heading: GOLDEN FLEECE HOTEL, PAKURATAHI.: [979, 485, 1083, 503]
- ad-heading: PER RODNEY, FROM LONDON.: [654, 828, 776, 837]
- advertisement: [8, 231, 157, 291]
- advertisement: [324, 890, 473, 941]
- ad-body: Composition Powders, &c.: [166, 806, 235, 814]
- ad-body: NOTICE. — I have now erected machinery to supply the public at the cheapest possible rate with O.G. spout-pipe, ridge-capping, &c. Spouting fitted so that no person can fix with case galvanised tinned iron. Water-tanks made to any size. And keep pure water from being polluted with mineral, vegetable, and animal matter. Ornamental iron prepared for verandahs.: [166, 840, 316, 892]
- advertisement: [166, 598, 315, 657]
- advertisement: [324, 327, 473, 371]
- ad-heading: WOOD AND LENNOX, SHIPWRIGHTS AND BOATBUILDERS,: [168, 334, 314, 352]
- ad-heading: MILL BELTING.: [367, 550, 430, 559]
- ad-body: MR. R. J. DUNCAN will sell by auction, on above date, at 2 o'clock, at his saleroom — A varied assortment of drapery, Mats and travel-covers, &c., &c. All without reserve.: [8, 760, 158, 790]
- ad-heading: SEWING MACHINES ADJUSTED AND REPAIRED.: [168, 661, 313, 679]
- ad-heading: PER CITY OF TANJORE AND INVERCARGILL, FROM GLASGOW.: [803, 81, 943, 99]
- ad-body: Ex late arrivals — RUSTON AND PROCTOR'S PORTABLE TEAM ENGINES, 10, 12, 14 h.p. POLLOCK AND MACNAB'S ENGINEER'S LATHES. PIANOS AND HARMONIUMS, By Roloff, Chappell, and Hopkinson. Gospel oak black fencing wire, Nos. 6, 7, 8, 10. Barb's drawing wire. Pure Sperm Oil, Poster Younger's ale, Doctjen's ale, Cooper Company's red cross stout. Guinness's stout, bottled by O'Brien. Bisquit Dubouche and Co.'s pale and dark brandy, in bulk and case. Burgoyne's pale brandy, in bulk. Martell's and Hennessy's pale brandy, in bulk. Geneva, JDKZ, 3 and 4 gals. Do in square bottles, 2 gals. Louis, Duvelle's and Red Deer whisky. Burnett's old tom. Dalmhart's No. 2 mosell. Bollinger's and Imperial champagne. Curacoa and maraschino. Gabriel cider and ginger wine. Thompson's raspberry balm. Tillie's limejuice cordial. Keiller's confectionery, marmalade, and jams assorted candied peel and jellies. Price's Belmont sperms, 12s. packets. Colman's Durham and D.S.F. mustard, white and blue starch, light and dark blue. Sardines (Albert's), halves and quarters. Epfoton, salmon. Capers, bottled fruits, mixed pickles. Table salt, tapioca, French mustard. Salad oil, pints and half-pints. Castor oil. Anchovy and bloater paste, and potted meats. J. M. Farina's eau de cologne. Pisuse and Lubin's, and Rimmel's assorted perfumery and pomades. Rimmell's fancy soaps, bars and tablets. Woolpacks, 10lbs, and 6's. Ochra and crockery. White clover seed. Indiarubber hose, three-ply, ½-in. and ¾-in. Ball's patent sheepshears. Sulphur and arsenic. Rolls and Lissom's assorted varnish. Vestas, Bell and Black's, 250's. Clancy, rope, and lamp and. Batty's nabob sauce and pickles. Brown and Polson's corn-flour. Vinegar, in bulk and cases. Hams, saddlery. Figs, in small boxes. Cement, West Kent Portland. Sheet zinc, lead piping, ¾-in. to 1½-in. Genuine white lead, in bulk. No. 1 white lead, in ½-cwt. and ¼-cwt. kegs. Putty, in bulk and bladders. Raw and boiled linseed oils.: [798, 322, 948, 593]
- ad-body: FOR SALE, a large and powerful Reed Organ (eight complete sets), with 1½ octs. to pedals, suitable for a public hall or place of worship. Terms liberal. Cutler and Moore, Ghuznee-street.: [8, 817, 158, 846]
- ad-heading: FOR SALE: [378, 890, 420, 899]
- ad-signature: BENJAMIN SMITH & CO., Lambton-quay. Wellington, Oct. 1, 1875.: [491, 135, 632, 150]
- advertisement: [799, 140, 948, 206]
- ad-body: To dispose of on Lease the well-established business carried on by the undersigned in the township of Taratahi. The stock and Business to be sold as a going concern. For particulars apply to Mr. Gibson, Featherston-street, Wellington; or to C. BEST, Taratahi.: [324, 965, 474, 1002]
- ad-signature: J. DRANSFIELD, Wellington.: [1030, 140, 1106, 148]
- ad-heading: IMPORTANT TO ALL WHO KEEP A HORSE, COW, OR PIG.: [805, 602, 941, 620]
- ad-heading: ALLOTMENTS OF LAND FOR SALE.: [328, 1012, 470, 1021]
- ad-heading: PER JESSICA, FROM NEW YORK.: [807, 139, 939, 148]
- ad-heading: THIS DAY.: [62, 206, 103, 215]
- ad-body: having observed the difficulty experienced by families in obtaining a well assorted supply of really good wines and spirits at reasonable prices, begs to inform the public that he has now opened a portion of the extensive premises in Manners-street as a Bottle and Family Department. He has on hand the most extensive assortment in the city, of Wines, Spirits, and Malt Liquors, Liqueurs, Cordials, &c., and customers may rely on getting the very cheapest brands, whether by the single bottle or in cases containing an assortment to taste or order. Mr. Howard intends to make this branch a speciality, and invites inspection of his stock and price list. CASE SPIRITS. Martell's or Hennessy's case Brandy 4 6. Dunville's case Whisky 4 6. Hilcren's case Old Tom 4 6. Gin, JDKZ 3 6. Ditto, small 6. WINES AND BEERS. Amontillado Sherry 4 0. Old Tawny Port, vat. 1861 6 0. Port and Sherry, 3rd quality 4 0. Port and Sherry, pint bottles, 2nd quality 0. No. 1 Champagne 7 6. No. 2 Champagne 5 0. No. 3 Champagne, small 0. Claret 4 0. Ginger Wine 4 0. All Cordials 4 0. Tennent's Sarsaparilla 4 0. Blood's and Dawson's Stout 1 15 0. Tennent's and Bass' Ale 1 15 0. Jeffrey's Edinburgh Ale 1 15 0. Prices to be had on application.: [956, 184, 1106, 345]
- ad-heading: JOHN HEAD, BUILDER, CARPENTER,: [325, 508, 473, 517]
- ad-body: FOR SALE, Town Acre No. 149, subdivided into sections; also Town Acre No. 82, with frontages to Hopper-street, Webb-street, and Tasman-street. Easy terms. House and land for sale cheap in Sussex-square.: [324, 900, 474, 929]
- advertisement: [957, 871, 1106, 915]
- section-heading: Hotels: [957, 157, 1106, 171]
- advertisement: [324, 947, 473, 1007]
- ad-heading: LAND AND ESTATE AGENCY OFFICE.: [483, 158, 631, 167]
- ad-subheading: REAL MACINTOSHES AT COST PRICE.: [185, 66, 296, 73]
- section-heading: Properties for Sale: [324, 809, 473, 823]
- ad-signature: F. W. HODDER, Proprietor.: [1035, 563, 1106, 571]
- advertisement: [799, 790, 948, 856]
- ad-heading: FRIDAY, 8th OCTOBER, At two o'clock.: [8, 296, 157, 305]
- ad-heading: THE PHARMACY: [997, 597, 1065, 606]
- ad-heading: ON SALE, BY SAMUEL DANKS AND SON —: [804, 688, 943, 705]
- ad-signature: Terms cash.: [127, 280, 158, 288]
- ad-signature: ALFRED TYER.: [274, 958, 316, 966]
- advertisement: [324, 1012, 473, 1093]
- ad-body: Sea Beach, Courtenay-place. — H. B. is prepared to build all descriptions of boats, from a Whaleboat to an outrigger, at the very cheapest rates.: [166, 302, 316, 325]
- advertisement: [166, 334, 315, 373]
- advertisement: [641, 733, 790, 823]
- ad-heading: THURSDAY, 7th OCTOBER.: [29, 453, 136, 462]
- ad-signature: W. K. McLEAN, Napier and Hawke's Bay.: [367, 233, 474, 241]
- ad-heading: H. BERG, SHIPWRIGHT AND BOATBUILDER,: [184, 283, 297, 301]
- ad-heading: PANAMA HOTEL, Taranaki-street, WM. LIGHT, Proprietor.: [956, 354, 1106, 372]
- ad-heading: PER KINFAUNS CASTLE, FROM LONDON.: [652, 638, 778, 656]
- ad-subheading: HUTT MARKET.: [59, 420, 106, 428]
- advertisement: [957, 174, 1106, 350]
- ad-signature: JACOB JOSEPH & CO., Sole Agents, New Premises — Willis-street.: [965, 91, 1106, 106]
- advertisement: [324, 425, 473, 462]
- ad-heading: WILLIAM BLACK AND CO., AMERICAN COACH FACTORY,: [180, 450, 301, 468]
- section-heading: On Sale: [641, 40, 790, 54]
- ad-heading: TOMBS AND HEADSTONES MADE TO ANY DESIGN,: [167, 414, 314, 432]
- ad-heading: SAMPLE AND CO.,: [362, 375, 435, 384]
